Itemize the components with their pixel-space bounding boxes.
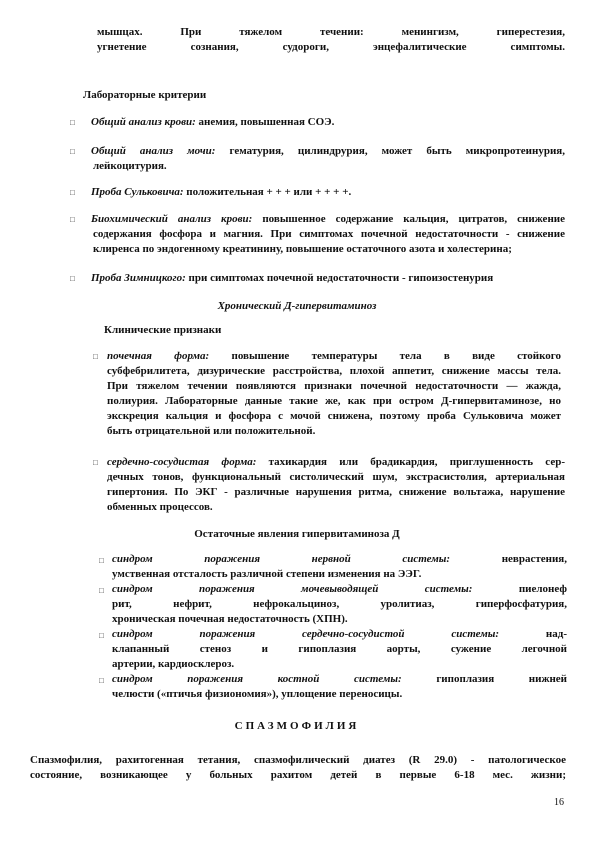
text-line: угнетение сознания, судороги, энцефалитические симптомы. bbox=[97, 41, 565, 53]
renal-form-paragraph bbox=[107, 349, 561, 439]
item-text: гематурия, цилиндрурия, может быть микропротеинурия, bbox=[215, 145, 565, 157]
bullet-icon: □ bbox=[70, 274, 75, 283]
top-paragraph bbox=[97, 25, 565, 55]
text-line: артерии, кардиосклероз. bbox=[112, 658, 235, 670]
text-line: рит, нефрит, нефрокальциноз, уролитиаз, гиперфосфатурия, bbox=[112, 598, 567, 610]
text-line: челюсти («птичья физиономия»), уплощение переносицы. bbox=[112, 688, 403, 700]
item-text: анемия, повышенная СОЭ. bbox=[195, 116, 335, 128]
item-label: сердечно-сосудистая форма: bbox=[107, 456, 257, 468]
item-text: тахикардия или брадикардия, приглушенность сер- bbox=[256, 456, 565, 468]
item-text: пиелонеф bbox=[518, 583, 568, 595]
bullet-icon: □ bbox=[93, 458, 98, 467]
bullet-icon: □ bbox=[93, 352, 98, 361]
residual-item-bone bbox=[112, 672, 567, 702]
item-text: гипоплазия нижней bbox=[436, 673, 567, 685]
bullet-icon: □ bbox=[99, 676, 104, 685]
residual-heading: Остаточные явления гипервитаминоза Д bbox=[194, 528, 400, 540]
bullet-icon: □ bbox=[99, 556, 104, 565]
text-line: хроническая почечная недостаточность (ХПН). bbox=[112, 613, 348, 625]
cardio-form-paragraph bbox=[107, 455, 565, 515]
lab-item-biochem bbox=[91, 212, 565, 257]
page-number: 16 bbox=[554, 797, 564, 808]
item-label: Биохимический анализ крови: bbox=[91, 213, 253, 225]
lab-item-sulkovich bbox=[91, 185, 565, 200]
bullet-icon: □ bbox=[70, 147, 75, 156]
spasmophilia-heading: СПАЗМОФИЛИЯ bbox=[234, 720, 360, 732]
residual-item-nervous bbox=[112, 552, 567, 582]
spasmophilia-paragraph bbox=[30, 753, 566, 783]
item-label: Общий анализ крови: bbox=[91, 116, 196, 128]
text-line: умственная отсталость различной степени изменения на ЭЭГ. bbox=[112, 568, 422, 580]
text-line: полиурия. Лабораторные данные такие же, как при остром Д-гипервитаминозе, но bbox=[107, 395, 561, 407]
item-label: Общий анализ мочи: bbox=[91, 145, 216, 157]
bullet-icon: □ bbox=[70, 118, 75, 127]
clinical-signs-heading: Клинические признаки bbox=[104, 324, 222, 336]
text-line: мышцах. При тяжелом течении: менингизм, гиперестезия, bbox=[97, 26, 565, 38]
residual-item-urinary bbox=[112, 582, 567, 627]
text-line: дечных тонов, функциональный систолический шум, экстрасистолия, артериальная bbox=[107, 471, 565, 483]
item-label bbox=[112, 628, 499, 640]
item-text: повышенное содержание кальция, цитратов, снижение bbox=[252, 213, 566, 225]
lab-item-zimnitsky bbox=[91, 271, 565, 286]
chronic-heading: Хронический Д-гипервитаминоз bbox=[217, 300, 377, 312]
item-label: почечная форма: bbox=[107, 350, 210, 362]
item-text: клиренса по эндогенному креатинину, повышение остаточного азота и холестерина; bbox=[93, 243, 512, 255]
item-text: лейкоцитурия. bbox=[93, 160, 167, 172]
item-label: синдром поражения мочевыводящей системы: bbox=[112, 583, 473, 595]
item-text: положительная + + + или + + + +. bbox=[183, 186, 352, 198]
bullet-icon: □ bbox=[70, 215, 75, 224]
item-text: при симптомах почечной недостаточности - гипоизостенурия bbox=[185, 272, 494, 284]
item-label: Проба Сульковича: bbox=[91, 186, 184, 198]
text-line: состояние, возникающее у больных рахитом детей в первые 6-18 мес. жизни; bbox=[30, 769, 566, 781]
text-line: При тяжелом течении появляются признаки почечной недостаточности — жажда, bbox=[107, 380, 561, 392]
text-line: клапанный стеноз и гипоплазия аорты, сужение легочной bbox=[112, 643, 567, 655]
residual-item-cardio bbox=[112, 627, 567, 672]
lab-item-urine bbox=[91, 144, 565, 174]
text-line: обменных процессов. bbox=[107, 501, 213, 513]
item-text: повышение температуры тела в виде стойкого bbox=[209, 350, 561, 362]
item-label: синдром поражения костной системы: bbox=[112, 673, 402, 685]
lab-item-blood bbox=[91, 115, 565, 130]
item-text: неврастения, bbox=[501, 553, 568, 565]
item-label: синдром поражения нервной системы: bbox=[112, 553, 451, 565]
text-line: быть отрицательной или положительной. bbox=[107, 425, 316, 437]
lab-criteria-heading: Лабораторные критерии bbox=[83, 89, 207, 101]
text-line: Спазмофилия, рахитогенная тетания, спазмофилический диатез (R 29.0) - патологическое bbox=[30, 754, 566, 766]
text-line: гипертония. По ЭКГ - различные нарушения ритма, снижение вольтажа, нарушение bbox=[107, 486, 565, 498]
text-line: экскреция кальция и фосфора с мочой снижена, поэтому проба Сульковича может bbox=[107, 410, 561, 422]
item-text: над- bbox=[545, 628, 567, 640]
bullet-icon: □ bbox=[99, 631, 104, 640]
text-line: субфебрилитета, дизурические расстройства, плохой аппетит, снижение массы тела. bbox=[107, 365, 561, 377]
bullet-icon: □ bbox=[70, 188, 75, 197]
item-label: Проба Зимницкого: bbox=[91, 272, 186, 284]
item-text: содержания фосфора и магния. При симптомах почечной недостаточности - снижение bbox=[93, 228, 565, 240]
bullet-icon: □ bbox=[99, 586, 104, 595]
item-label-part: синдром поражения сердечно-сосудистой системы: bbox=[112, 628, 500, 640]
